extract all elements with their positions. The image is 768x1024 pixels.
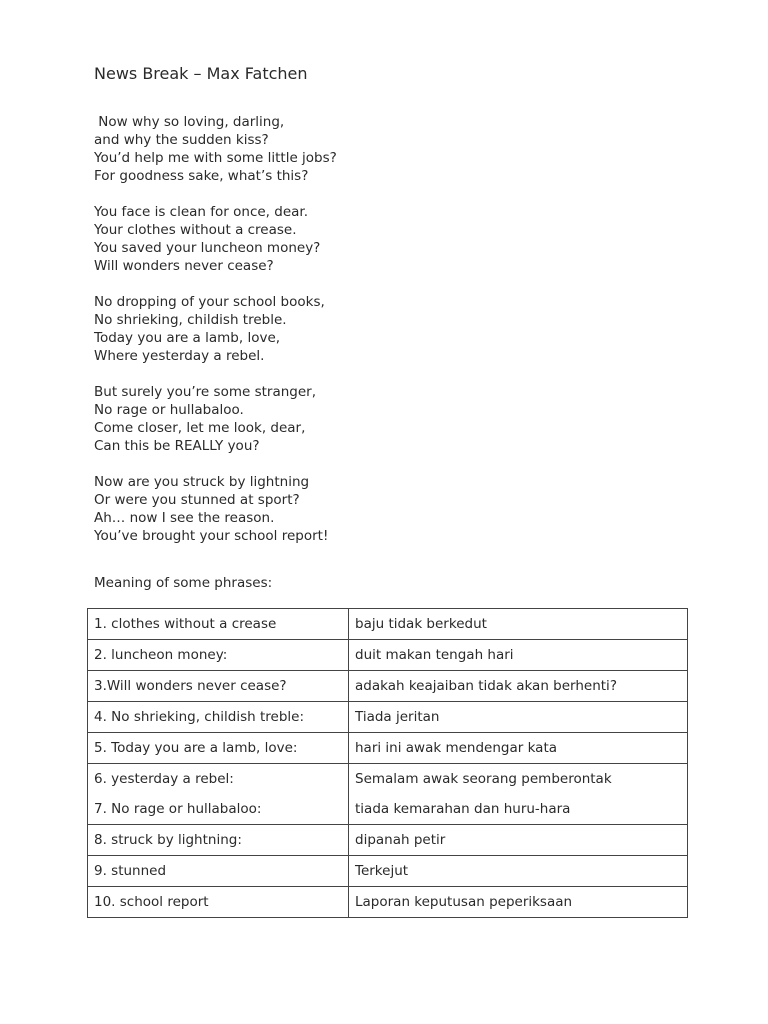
phrase-cell: [88, 856, 349, 887]
meaning-text: duit makan tengah hari: [355, 647, 514, 663]
phrase-text: 4. No shrieking, childish treble:: [94, 709, 305, 725]
phrase-cell: [88, 887, 349, 918]
meanings-table: [87, 608, 688, 918]
phrase-text: 10. school report: [94, 894, 209, 910]
poem-line: But surely you’re some stranger,: [94, 384, 316, 400]
poem-line: Can this be REALLY you?: [94, 438, 260, 454]
poem-stanza: [94, 203, 694, 275]
meaning-text: hari ini awak mendengar kata: [355, 740, 558, 756]
phrase-text: 7. No rage or hullabaloo:: [94, 801, 262, 817]
poem-line: Where yesterday a rebel.: [94, 348, 265, 364]
poem-line: and why the sudden kiss?: [94, 132, 269, 148]
meaning-text: Terkejut: [355, 863, 409, 879]
meaning-cell: [349, 733, 688, 764]
phrase-cell: [88, 764, 349, 825]
poem-line: No dropping of your school books,: [94, 294, 325, 310]
poem-line: Now are you struck by lightning: [94, 474, 310, 490]
poem-line: Now why so loving, darling,: [94, 114, 285, 130]
poem-line: You saved your luncheon money?: [94, 240, 321, 256]
phrase-cell: [88, 702, 349, 733]
page-title: News Break – Max Fatchen: [94, 64, 308, 83]
phrase-text: 2. luncheon money:: [94, 647, 228, 663]
poem-line: Will wonders never cease?: [94, 258, 274, 274]
phrase-cell: [88, 733, 349, 764]
meanings-heading: Meaning of some phrases:: [94, 575, 273, 591]
phrase-cell: [88, 825, 349, 856]
poem-line: Your clothes without a crease.: [94, 222, 297, 238]
phrase-text: 3.Will wonders never cease?: [94, 678, 287, 694]
phrase-text: 9. stunned: [94, 863, 167, 879]
poem-line: You’d help me with some little jobs?: [94, 150, 337, 166]
poem-stanza: [94, 113, 694, 185]
phrase-cell: [88, 671, 349, 702]
phrase-text: 1. clothes without a crease: [94, 616, 277, 632]
poem-line: Today you are a lamb, love,: [94, 330, 281, 346]
poem-line: Or were you stunned at sport?: [94, 492, 300, 508]
meaning-cell: [349, 702, 688, 733]
meaning-cell: [349, 856, 688, 887]
meaning-cell: [349, 764, 688, 825]
meaning-cell: [349, 671, 688, 702]
table-row: [88, 671, 688, 702]
meaning-text: Laporan keputusan peperiksaan: [355, 894, 573, 910]
meaning-text: dipanah petir: [355, 832, 446, 848]
meaning-cell: [349, 825, 688, 856]
poem-body: [94, 113, 694, 563]
meaning-cell: [349, 609, 688, 640]
table-row: [88, 825, 688, 856]
poem-line: Come closer, let me look, dear,: [94, 420, 306, 436]
meaning-text: Tiada jeritan: [355, 709, 440, 725]
table-row: [88, 609, 688, 640]
phrase-cell: [88, 640, 349, 671]
meaning-text: baju tidak berkedut: [355, 616, 487, 632]
table-row: [88, 733, 688, 764]
table-row: [88, 702, 688, 733]
table-row: [88, 764, 688, 825]
meaning-cell: [349, 887, 688, 918]
poem-stanza: [94, 473, 694, 545]
poem-line: For goodness sake, what’s this?: [94, 168, 309, 184]
meaning-text: adakah keajaiban tidak akan berhenti?: [355, 678, 617, 694]
phrase-text: 6. yesterday a rebel:: [94, 771, 234, 787]
poem-line: You face is clean for once, dear.: [94, 204, 309, 220]
poem-line: Ah… now I see the reason.: [94, 510, 275, 526]
meaning-text: tiada kemarahan dan huru-hara: [355, 801, 571, 817]
poem-line: No shrieking, childish treble.: [94, 312, 287, 328]
phrase-text: 5. Today you are a lamb, love:: [94, 740, 298, 756]
phrase-cell: [88, 609, 349, 640]
meaning-cell: [349, 640, 688, 671]
table-row: [88, 887, 688, 918]
table-row: [88, 856, 688, 887]
meaning-text: Semalam awak seorang pemberontak: [355, 771, 612, 787]
table-row: [88, 640, 688, 671]
poem-line: No rage or hullabaloo.: [94, 402, 244, 418]
poem-stanza: [94, 293, 694, 365]
poem-stanza: [94, 383, 694, 455]
poem-line: You’ve brought your school report!: [94, 528, 329, 544]
phrase-text: 8. struck by lightning:: [94, 832, 242, 848]
